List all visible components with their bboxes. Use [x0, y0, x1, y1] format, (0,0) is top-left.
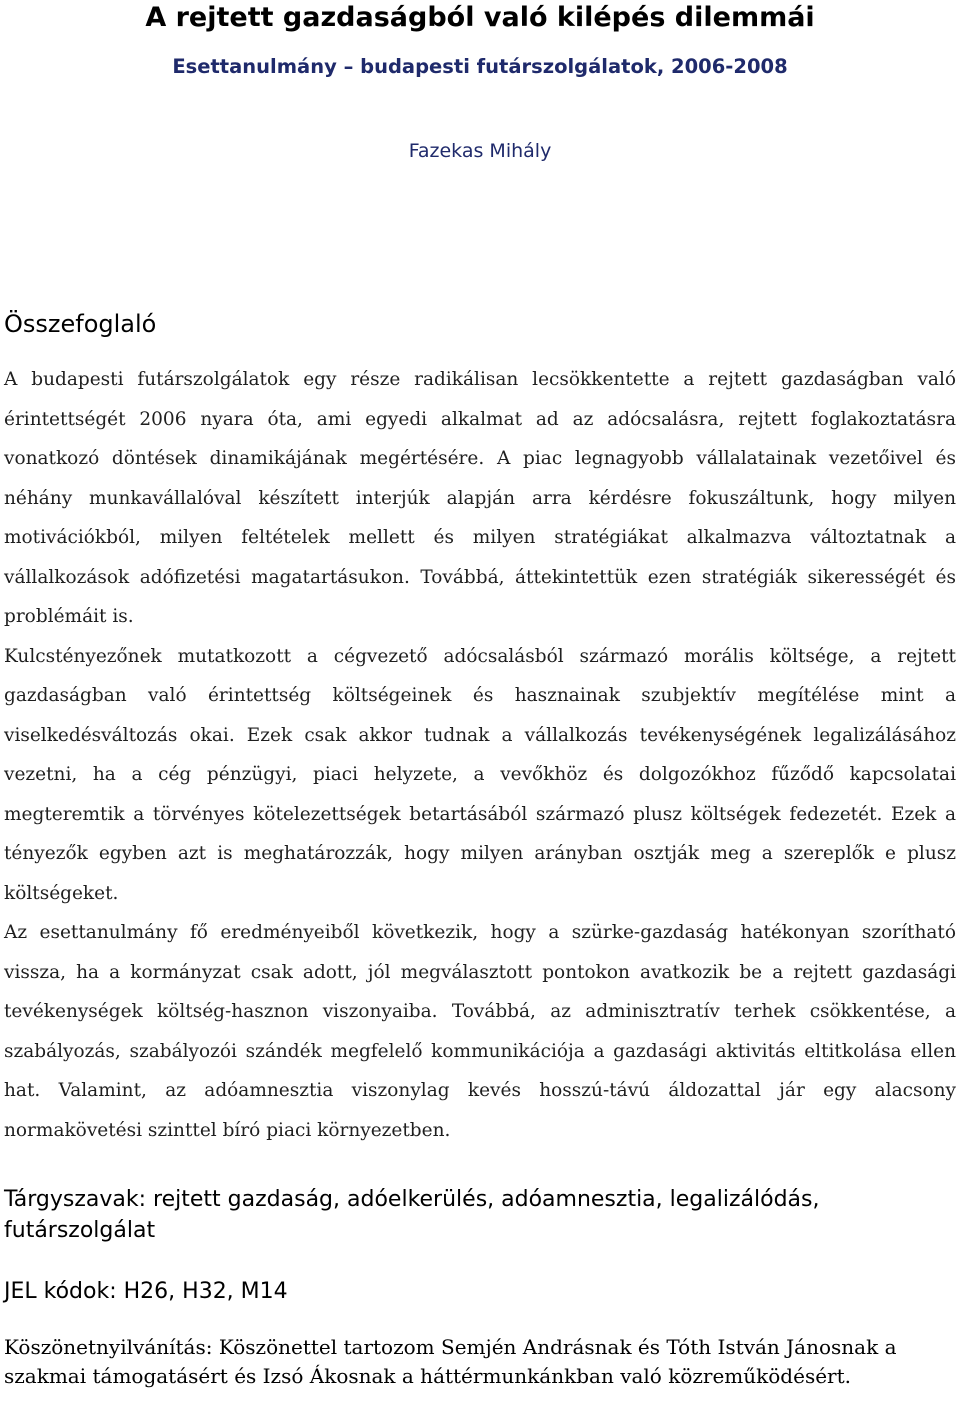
document-author: Fazekas Mihály — [408, 140, 552, 162]
abstract-paragraph: Az esettanulmány fő eredményeiből következik, hogy a szürke-gazdaság hatékonyan szorítható vissza, ha a kormányzat csak adott, jól megválasztott pontokon avatkozik be a rejtett gazdasági tevékenységek költség-hasznon viszonyaiba. Továbbá, az adminisztratív terhek csökkentése, a szabályozás, szabályozói szándék megfelelő kommunikációja a gazdasági aktivitás eltitkolása ellen hat. Valamint, az adóamnesztia viszonylag kevés hosszú-távú áldozattal jár egy alacsony normakövetési szinttel bíró piaci környezetben. — [4, 922, 956, 1141]
summary-heading: Összefoglaló — [4, 310, 157, 338]
document-subtitle: Esettanulmány – budapesti futárszolgálatok, 2006-2008 — [172, 55, 788, 78]
keywords-line: Tárgyszavak: rejtett gazdaság, adóelkerülés, adóamnesztia, legalizálódás, futárszolgálat — [4, 1187, 820, 1243]
acknowledgement: Köszönetnyilvánítás: Köszönettel tartozom Semjén Andrásnak és Tóth István Jánosnak a szakmai támogatásért és Izsó Ákosnak a háttérmunkánkban való közreműködésért. — [4, 1335, 897, 1388]
abstract-paragraph: Kulcstényezőnek mutatkozott a cégvezető adócsalásból származó morális költsége, a rejtett gazdaságban való érintettség költségeinek és hasznainak szubjektív megítélése mint a viselkedésváltozás okai. Ezek csak akkor tudnak a vállalkozás tevékenységének legalizálásához vezetni, ha a cég pénzügyi, piaci helyzete, a vevőkhöz és dolgozókhoz fűződő kapcsolatai megteremtik a törvényes kötelezettségek betartásából származó plusz költségek fedezetét. Ezek a tényezők egyben azt is meghatározzák, hogy milyen arányban osztják meg a szereplők e plusz költségeket. — [4, 645, 956, 904]
jel-codes-line: JEL kódok: H26, H32, M14 — [4, 1279, 288, 1304]
abstract-body — [4, 360, 956, 1150]
abstract-paragraph: A budapesti futárszolgálatok egy része radikálisan lecsökkentette a rejtett gazdaságban való érintettségét 2006 nyara óta, ami egyedi alkalmat ad az adócsalásra, rejtett foglakoztatásra vonatkozó döntések dinamikájának megértésére. A piac legnagyobb vállalatainak vezetőivel és néhány munkavállalóval készített interjúk alapján arra kérdésre fokuszáltunk, hogy milyen motivációkból, milyen feltételek mellett és milyen stratégiákat alkalmazva változtatnak a vállalkozások adófizetési magatartásukon. Továbbá, áttekintettük ezen stratégiák sikerességét és problémáit is. — [4, 369, 956, 627]
document-title: A rejtett gazdaságból való kilépés dilemmái — [145, 2, 815, 33]
